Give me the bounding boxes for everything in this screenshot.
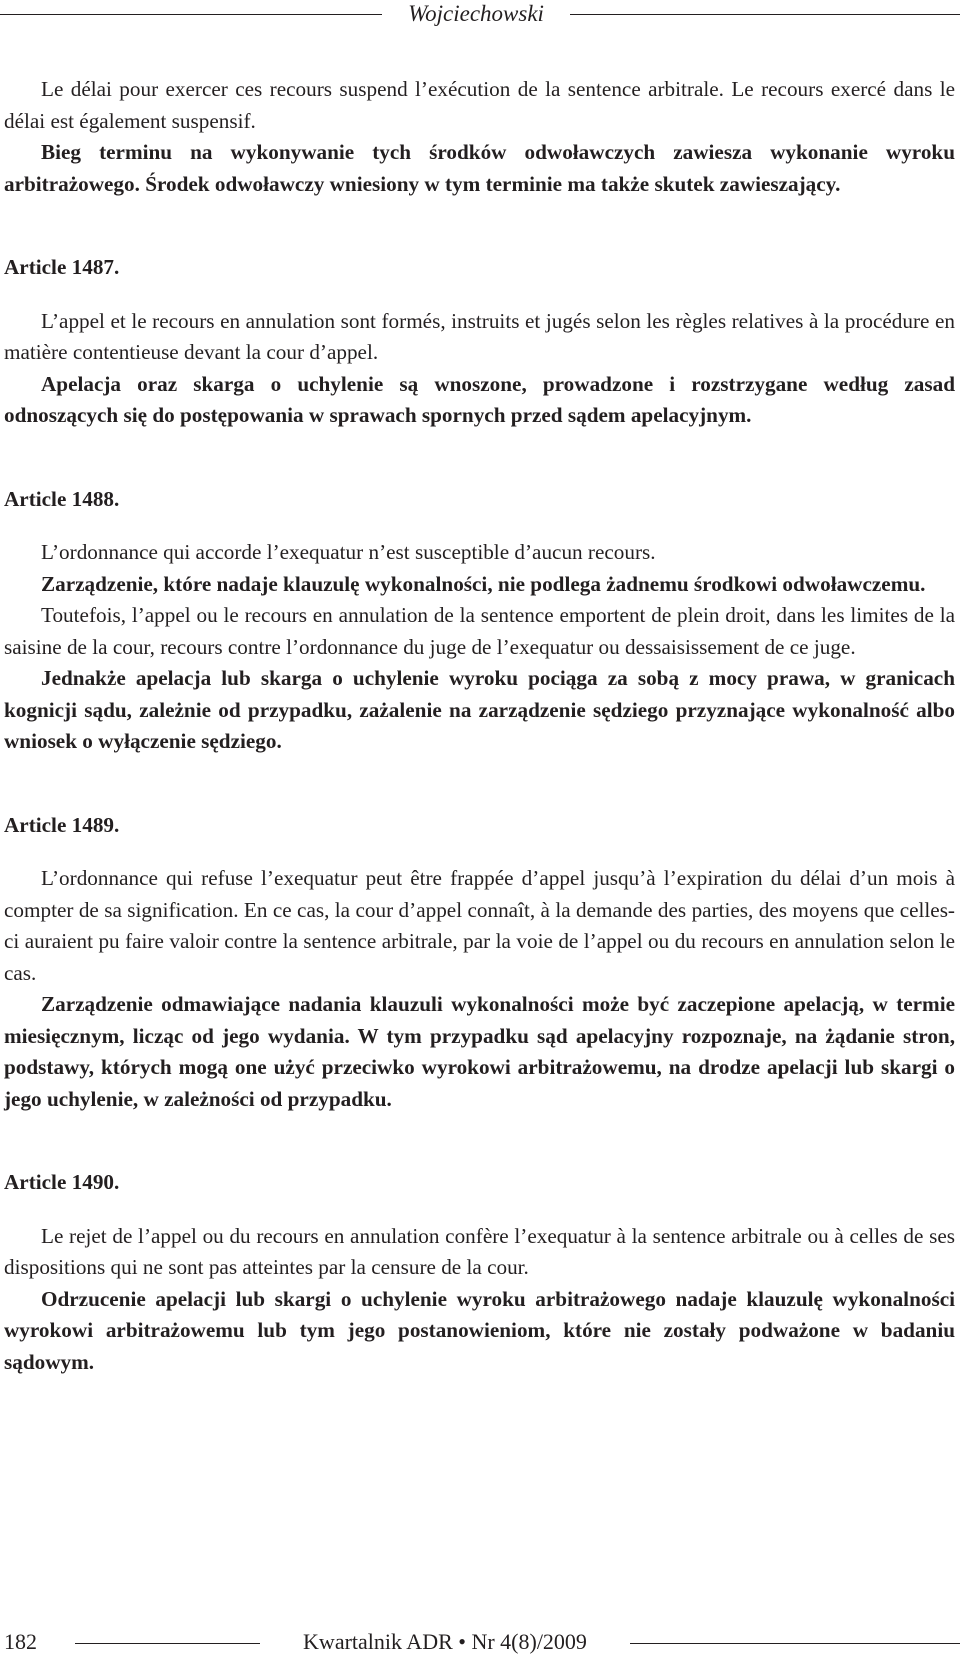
article-heading: Article 1489.	[4, 812, 120, 837]
paragraph-polish: Jednakże apelacja lub skarga o uchylenie wyroku pociąga za sobą z mocy prawa, w granicach kognicji sądu, zależnie od przypadku, zażalenie na zarządzenie sędziego przyznające wykonalność albo wniosek o wyłączenie sędziego.	[4, 666, 955, 753]
paragraph-french: Le délai pour exercer ces recours suspend l’exécution de la sentence arbitrale. Le recours exercé dans le délai est également suspensif.	[4, 77, 955, 133]
paragraph-french: L’ordonnance qui refuse l’exequatur peut être frappée d’appel jusqu’à l’expiration du délai d’un mois à compter de sa signification. En ce cas, la cour d’appel connaît, à la demande des parties, des moyens que celles-ci auraient pu faire valoir contre la sentence arbitrale, par la voie de l’appel ou du recours en annulation selon le cas.	[4, 866, 955, 985]
paragraph-french: Toutefois, l’appel ou le recours en annulation de la sentence emportent de plein droit, dans les limites de la saisine de la cour, recours contre l’ordonnance du juge de l’exequatur ou dessaisissement de ce juge.	[4, 603, 955, 659]
paragraph-polish: Zarządzenie odmawiające nadania klauzuli wykonalności może być zaczepione apelacją, w termie miesięcznym, licząc od jego wydania. W tym przypadku sąd apelacyjny rozpoznaje, na żądanie stron, podstawy, których mogą one użyć przeciwko wyrokowi arbitrażowemu, na drodze apelacji lub skargi o jego uchylenie, w zależności od przypadku.	[4, 992, 955, 1111]
article-1489	[4, 810, 955, 1116]
article-1490	[4, 1167, 955, 1378]
journal-title: Kwartalnik ADR • Nr 4(8)/2009	[303, 1629, 587, 1654]
paragraph-polish: Odrzucenie apelacji lub skargi o uchylenie wyroku arbitrażowego nadaje klauzulę wykonalności wyrokowi arbitrażowemu lub tym jego postanowieniom, które nie zostały podważone w badaniu sądowym.	[4, 1286, 955, 1374]
page-number: 182	[4, 1629, 37, 1654]
page-body	[4, 74, 955, 1378]
paragraph-french: L’appel et le recours en annulation sont formés, instruits et jugés selon les règles relatives à la procédure en matière contentieuse devant la cour d’appel.	[4, 308, 955, 364]
running-header-author: Wojciechowski	[408, 1, 544, 26]
header-rule-right	[570, 14, 960, 15]
paragraph-polish: Bieg terminu na wykonywanie tych środków odwoławczych zawiesza wykonanie wyroku arbitrażowego. Środek odwoławczy wniesiony w tym terminie ma także skutek zawieszający.	[4, 140, 955, 196]
paragraph-polish: Apelacja oraz skarga o uchylenie są wnoszone, prowadzone i rozstrzygane według zasad odnoszących się do postępowania w sprawach spornych przed sądem apelacyjnym.	[4, 371, 955, 427]
running-header	[0, 0, 960, 30]
article-1487	[4, 252, 955, 432]
article-1488	[4, 484, 955, 758]
page-footer	[0, 1628, 960, 1657]
paragraph-french: L’ordonnance qui accorde l’exequatur n’est susceptible d’aucun recours.	[41, 540, 656, 564]
article-heading: Article 1487.	[4, 255, 120, 279]
header-rule-left	[0, 14, 382, 15]
paragraph-french: Le rejet de l’appel ou du recours en annulation confère l’exequatur à la sentence arbitrale ou à celles de ses dispositions qui ne sont pas atteintes par la censure de la cour.	[4, 1223, 955, 1279]
footer-rule-right	[630, 1643, 960, 1644]
article-heading: Article 1488.	[4, 486, 120, 511]
footer-rule-left	[75, 1643, 260, 1644]
article-heading: Article 1490.	[4, 1170, 120, 1194]
paragraph-polish: Zarządzenie, które nadaje klauzulę wykonalności, nie podlega żadnemu środkowi odwoławczemu.	[41, 571, 926, 596]
